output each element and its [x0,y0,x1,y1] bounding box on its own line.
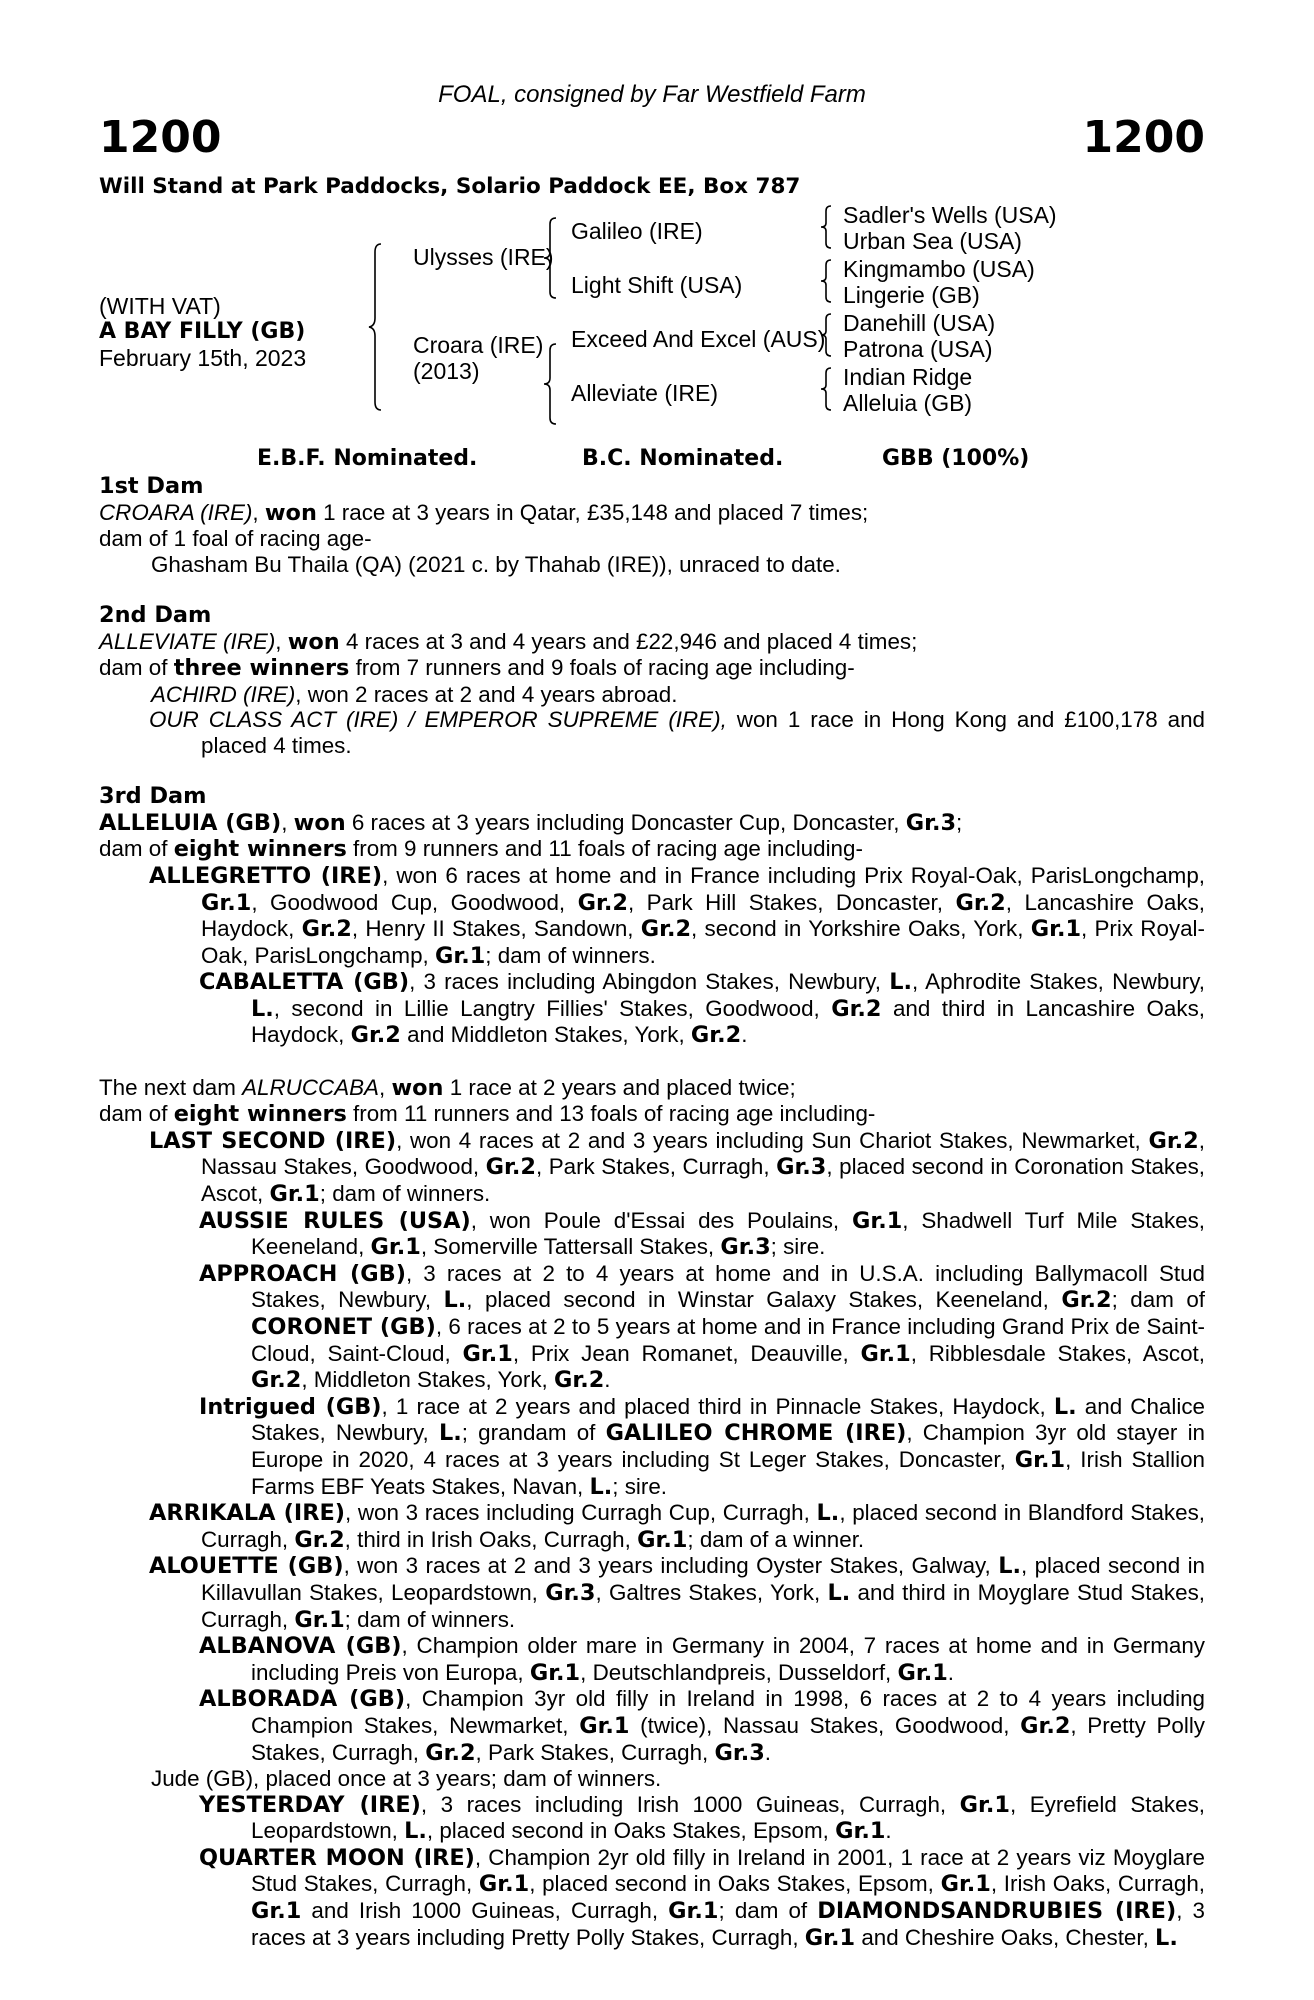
lot-header [99,110,1205,166]
first-dam-section [99,474,1205,577]
bracket-g1 [819,202,839,252]
bracket-sire [544,216,564,300]
second-dam-name: ALLEVIATE (IRE) [99,628,276,654]
ancestor-1: Sadler's Wells (USA) [843,202,1057,228]
first-dam-produce: Ghasham Bu Thaila (QA) (2021 c. by Thahab (IRE)), unraced to date. [151,551,841,577]
third-dam-name: ALLELUIA (GB) [99,809,282,836]
bracket-gen1 [369,242,389,412]
next-dam-section [99,1075,1205,1952]
produce-approach: APPROACH (GB), 3 races at 2 to 4 years at home and in U.S.A. including Ballymacoll Stud Stakes, Newbury, L., placed second in Winstar Galaxy Stakes, Keeneland, Gr.2; dam of CORONET (GB), 6 races at 2 to 5 years at home and in France including Grand Prix de Saint-Cloud, Saint-Cloud, Gr.1, Prix Jean Romanet, Deauville, Gr.1, Ribblesdale Stakes, Ascot, Gr.2, Middleton Stakes, York, Gr.2. [199,1260,1205,1394]
third-dam-section [99,784,1205,1049]
ancestor-4: Lingerie (GB) [843,282,980,308]
bracket-g3 [819,310,839,360]
first-dam-foals: dam of 1 foal of racing age- [99,526,372,552]
bracket-dam [544,342,564,426]
third-dam-line: ALLELUIA (GB), won 6 races at 3 years including Doncaster Cup, Doncaster, Gr.3; [99,809,963,836]
first-dam-name: CROARA (IRE) [99,499,253,525]
sire-dam: Light Shift (USA) [571,272,743,298]
bracket-g4 [819,364,839,414]
dam-dam: Alleviate (IRE) [571,380,718,406]
produce-alborada: ALBORADA (GB), Champion 3yr old filly in Ireland in 1998, 6 races at 2 to 4 years including Champion Stakes, Newmarket, Gr.1 (twice), Nassau Stakes, Goodwood, Gr.2, Pretty Polly Stakes, Curragh, Gr.2, Park Stakes, Curragh, Gr.3. [199,1686,1206,1766]
lot-number-right: 1200 [1082,112,1205,163]
bc-nomination: B.C. Nominated. [582,446,784,471]
ancestor-3: Kingmambo (USA) [843,256,1035,282]
produce-arrikala: ARRIKALA (IRE), won 3 races including Curragh Cup, Curragh, L., placed second in Blandford Stakes, Curragh, Gr.2, third in Irish Oaks, Curragh, Gr.1; dam of a winner. [149,1500,1205,1553]
produce-jude: Jude (GB), placed once at 3 years; dam of winners. [151,1766,662,1792]
ancestor-5: Danehill (USA) [843,310,996,336]
sire: Ulysses (IRE) [413,244,554,270]
catalogue-page [99,80,1205,1951]
produce-yesterday: YESTERDAY (IRE), 3 races including Irish 1000 Guineas, Curragh, Gr.1, Eyrefield Stakes, Leopardstown, L., placed second in Oaks Stakes, Epsom, Gr.1. [199,1791,1205,1845]
ancestor-7: Indian Ridge [843,364,973,390]
ancestor-2: Urban Sea (USA) [843,228,1022,254]
lot-number-left: 1200 [99,112,222,163]
second-dam-section [99,603,1205,759]
second-dam-produce-summary: dam of three winners from 7 runners and 9 foals of racing age including- [99,655,855,682]
next-dam-line: The next dam ALRUCCABA, won 1 race at 2 years and placed twice; [99,1074,796,1101]
first-dam-heading: 1st Dam [99,473,204,499]
produce-intrigued: Intrigued (GB), 1 race at 2 years and placed third in Pinnacle Stakes, Haydock, L. and Chalice Stakes, Newbury, L.; grandam of GALILEO CHROME (IRE), Champion 3yr old stayer in Europe in 2020, 4 races at 3 years including St Leger Stakes, Doncaster, Gr.1, Irish Stallion Farms EBF Yeats Stakes, Navan, L.; sire. [199,1393,1205,1500]
produce-alouette: ALOUETTE (GB), won 3 races at 2 and 3 years including Oyster Stakes, Galway, L., placed second in Killavullan Stakes, Leopardstown, Gr.3, Galtres Stakes, York, L. and third in Moyglare Stud Stakes, Curragh, Gr.1; dam of winners. [149,1553,1206,1633]
third-dam-produce-summary: dam of eight winners from 9 runners and 11 foals of racing age including- [99,836,863,863]
second-dam-line: ALLEVIATE (IRE), won 4 races at 3 and 4 years and £22,946 and placed 4 times; [99,628,918,655]
produce-last-second: LAST SECOND (IRE), won 4 races at 2 and 3 years including Sun Chariot Stakes, Newmarket, Gr.2, Nassau Stakes, Goodwood, Gr.2, Park Stakes, Curragh, Gr.3, placed second in Coronation Stakes, Ascot, Gr.1; dam of winners. [149,1127,1205,1208]
pedigree-table [99,202,1205,442]
third-dam-heading: 3rd Dam [99,783,207,810]
produce-quarter-moon: QUARTER MOON (IRE), Champion 2yr old filly in Ireland in 2001, 1 race at 2 years viz Moyglare Stud Stakes, Curragh, Gr.1, placed second in Oaks Stakes, Epsom, Gr.1, Irish Oaks, Curragh, Gr.1 and Irish 1000 Guineas, Curragh, Gr.1; dam of DIAMONDSANDRUBIES (IRE), 3 races at 3 years including Pretty Polly Stakes, Curragh, Gr.1 and Cheshire Oaks, Chester, L. [199,1844,1206,1951]
ancestor-8: Alleluia (GB) [843,390,973,416]
produce-our-class-act: OUR CLASS ACT (IRE) / EMPEROR SUPREME (IRE), won 1 race in Hong Kong and £100,178 and placed 4 times. [149,707,1205,758]
produce-allegretto: ALLEGRETTO (IRE), won 6 races at home and in France including Prix Royal-Oak, ParisLongchamp, Gr.1, Goodwood Cup, Goodwood, Gr.2, Park Hill Stakes, Doncaster, Gr.2, Lancashire Oaks, Haydock, Gr.2, Henry II Stakes, Sandown, Gr.2, second in Yorkshire Oaks, York, Gr.1, Prix Royal-Oak, ParisLongchamp, Gr.1; dam of winners. [149,862,1205,969]
nominations [99,444,1205,474]
ebf-nomination: E.B.F. Nominated. [257,446,478,471]
foaling-date: February 15th, 2023 [99,345,307,371]
dam-sire: Exceed And Excel (AUS) [571,326,826,352]
dam: Croara (IRE) [413,332,544,358]
second-dam-heading: 2nd Dam [99,601,212,628]
ancestor-6: Patrona (USA) [843,336,993,362]
horse-name: A BAY FILLY (GB) [99,319,306,344]
dam-year: (2013) [413,358,480,384]
gbb-rating: GBB (100%) [882,446,1030,471]
bracket-g2 [819,256,839,306]
next-dam-name: ALRUCCABA [242,1074,379,1100]
produce-achird: ACHIRD (IRE), won 2 races at 2 and 4 years abroad. [151,681,678,707]
consignment-line: FOAL, consigned by Far Westfield Farm [438,81,866,108]
stand-location: Will Stand at Park Paddocks, Solario Paddock EE, Box 787 [99,174,801,199]
next-dam-produce-summary: dam of eight winners from 11 runners and 13 foals of racing age including- [99,1101,876,1128]
sire-sire: Galileo (IRE) [571,218,703,244]
produce-aussie-rules: AUSSIE RULES (USA), won Poule d'Essai des Poulains, Gr.1, Shadwell Turf Mile Stakes, Keeneland, Gr.1, Somerville Tattersall Stakes, Gr.3; sire. [199,1207,1206,1261]
first-dam-line: CROARA (IRE), won 1 race at 3 years in Qatar, £35,148 and placed 7 times; [99,499,869,526]
produce-albanova: ALBANOVA (GB), Champion older mare in Germany in 2004, 7 races at home and in Germany including Preis von Europa, Gr.1, Deutschlandpreis, Dusseldorf, Gr.1. [199,1633,1205,1686]
vat-label: (WITH VAT) [99,293,221,319]
produce-cabaletta: CABALETTA (GB), 3 races including Abingdon Stakes, Newbury, L., Aphrodite Stakes, Newbury, L., second in Lillie Langtry Fillies' Stakes, Goodwood, Gr.2 and third in Lancashire Oaks, Haydock, Gr.2 and Middleton Stakes, York, Gr.2. [199,969,1206,1049]
